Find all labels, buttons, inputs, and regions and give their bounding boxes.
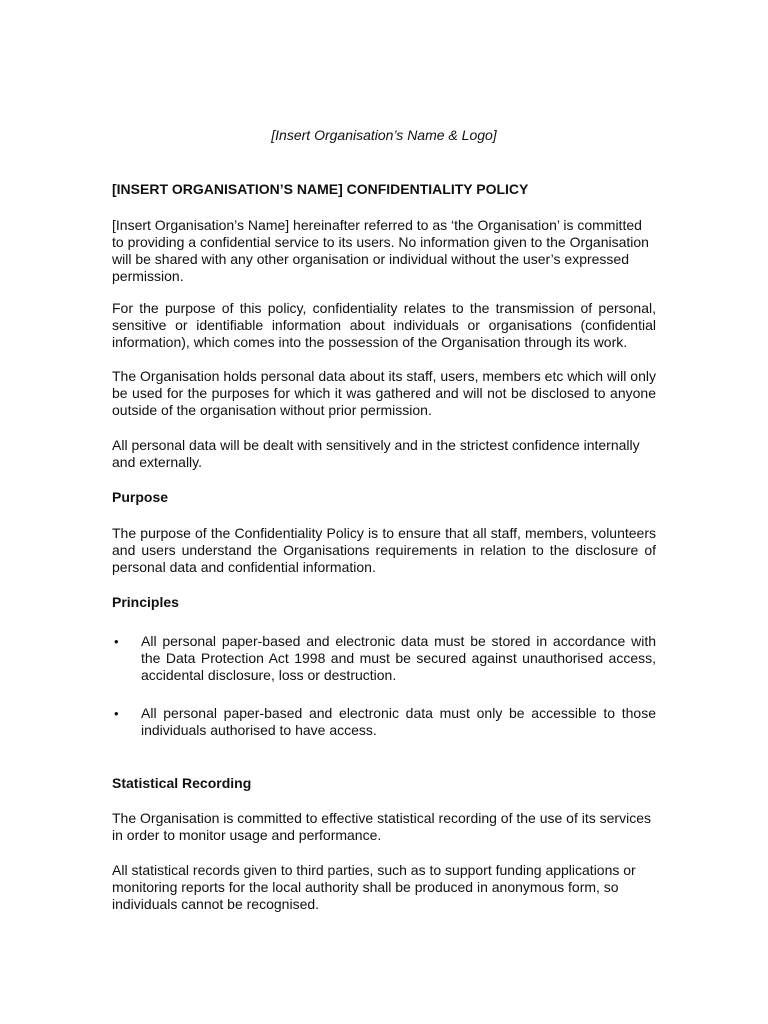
purpose-heading: Purpose	[112, 489, 169, 505]
intro-paragraph-2: For the purpose of this policy, confidentiality relates to the transmission of personal, sensitive or identifiable information about individuals or organisations (confidential information), which comes into the possession of the Organisation through its work.	[112, 300, 656, 350]
organisation-header-placeholder: [Insert Organisation’s Name & Logo]	[271, 127, 497, 143]
bullet-icon: •	[114, 706, 119, 721]
purpose-paragraph: The purpose of the Confidentiality Policy is to ensure that all staff, members, volunteers and users understand the Organisations requirements in relation to the disclosure of personal data and confidential information.	[112, 525, 656, 575]
intro-paragraph-3: The Organisation holds personal data about its staff, users, members etc which will only be used for the purposes for which it was gathered and will not be disclosed to anyone outside of the organisation without prior permission.	[112, 368, 656, 418]
principle-item-text: All personal paper-based and electronic data must only be accessible to those individuals authorised to have access.	[141, 705, 656, 738]
intro-paragraph-1: [Insert Organisation’s Name] hereinafter referred to as ‘the Organisation’ is committed to providing a confidential service to its users. No information given to the Organisation will be shared with any other organisation or individual without the user’s expressed permission.	[112, 217, 649, 284]
principle-item-text: All personal paper-based and electronic data must be stored in accordance with the Data Protection Act 1998 and must be secured against unauthorised access, accidental disclosure, loss or destruction.	[141, 633, 656, 683]
policy-title: [INSERT ORGANISATION’S NAME] CONFIDENTIALITY POLICY	[112, 181, 529, 197]
statistical-paragraph-1: The Organisation is committed to effective statistical recording of the use of its services in order to monitor usage and performance.	[112, 810, 651, 843]
principles-heading: Principles	[112, 594, 179, 610]
bullet-icon: •	[114, 634, 119, 649]
intro-paragraph-4: All personal data will be dealt with sensitively and in the strictest confidence internally and externally.	[112, 437, 640, 470]
statistical-paragraph-2: All statistical records given to third parties, such as to support funding applications or monitoring reports for the local authority shall be produced in anonymous form, so individuals cannot be recognised.	[112, 862, 636, 912]
statistical-recording-heading: Statistical Recording	[112, 775, 252, 791]
